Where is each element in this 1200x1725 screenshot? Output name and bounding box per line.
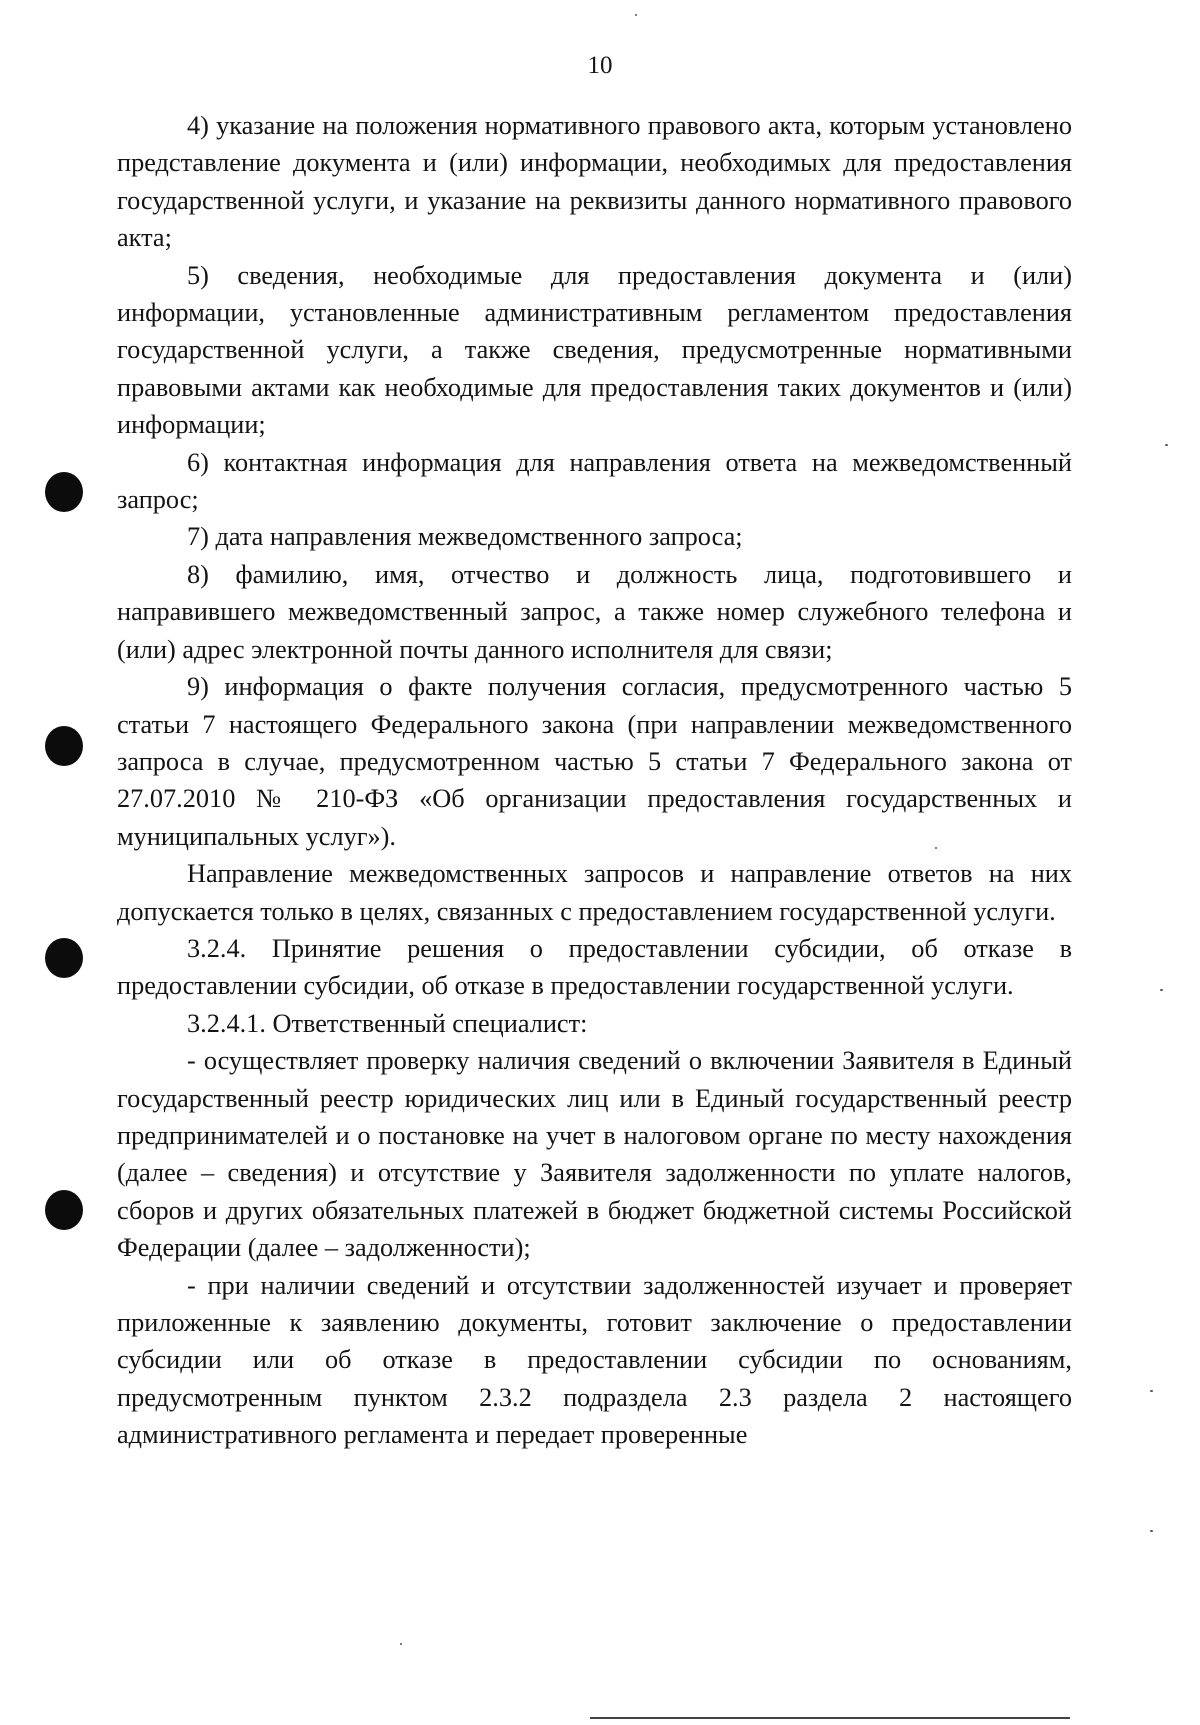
paragraph-item-5: 5) сведения, необходимые для предоставления документа и (или) информации, установленные административным регламентом предоставления государственной услуги, а также сведения, предусмотренные нормативными правовыми актами как необходимые для предоставления таких документов и (или) информации; <box>117 260 1072 440</box>
paragraph-section-3-2-4: 3.2.4. Принятие решения о предоставлении субсидии, об отказе в предоставлении субсидии, об отказе в предоставлении государственной услуги. <box>117 933 1072 1001</box>
scan-speck <box>1150 1530 1153 1532</box>
paragraph-item-4: 4) указание на положения нормативного правового акта, которым установлено представление документа и (или) информации, необходимых для предоставления государственной услуги, и указание на реквизиты данного нормативного правового акта; <box>117 111 1072 253</box>
page-number: 10 <box>587 52 613 79</box>
scan-speck <box>1165 444 1168 446</box>
document-body <box>117 107 1072 1454</box>
scan-edge-line <box>590 1717 1070 1719</box>
scan-speck <box>1150 1390 1153 1392</box>
paragraph-item-6: 6) контактная информация для направления ответа на межведомственный запрос; <box>117 447 1072 515</box>
scan-speck <box>635 14 637 16</box>
paragraph-item-7: 7) дата направления межведомственного запроса; <box>187 522 743 552</box>
scan-speck <box>400 1643 402 1645</box>
scan-speck <box>935 847 937 849</box>
paragraph-bullet-review: - при наличии сведений и отсутствии задолженностей изучает и проверяет приложенные к заявлению документы, готовит заключение о предоставлении субсидии или об отказе в предоставлении субсидии по основаниям, предусмотренным пунктом 2.3.2 подраздела 2.3 раздела 2 настоящего административного регламента и передает проверенные <box>117 1270 1072 1450</box>
paragraph-item-8: 8) фамилию, имя, отчество и должность лица, подготовившего и направившего межведомственный запрос, а также номер служебного телефона и (или) адрес электронной почты данного исполнителя для связи; <box>117 559 1072 664</box>
paragraph-section-3-2-4-1: 3.2.4.1. Ответственный специалист: <box>187 1008 588 1038</box>
scan-speck <box>1160 989 1163 991</box>
paragraph-interagency-requests: Направление межведомственных запросов и направление ответов на них допускается только в целях, связанных с предоставлением государственной услуги. <box>117 859 1072 926</box>
punch-hole <box>45 726 83 766</box>
paragraph-bullet-check: - осуществляет проверку наличия сведений о включении Заявителя в Единый государственный реестр юридических лиц или в Единый государственный реестр предпринимателей и о постановке на учет в налоговом органе по месту нахождения (далее – сведения) и отсутствие у Заявителя задолженности по уплате налогов, сборов и других обязательных платежей в бюджет бюджетной системы Российской Федерации (далее – задолженности); <box>117 1046 1072 1263</box>
punch-hole <box>45 938 83 978</box>
punch-hole <box>45 472 83 512</box>
punch-hole <box>45 1190 83 1230</box>
paragraph-item-9: 9) информация о факте получения согласия, предусмотренного частью 5 статьи 7 настоящего Федерального закона (при направлении межведомственного запроса в случае, предусмотренном частью 5 статьи 7 Федерального закона от 27.07.2010 № 210-ФЗ «Об организации предоставления государственных и муниципальных услуг»). <box>117 672 1072 851</box>
